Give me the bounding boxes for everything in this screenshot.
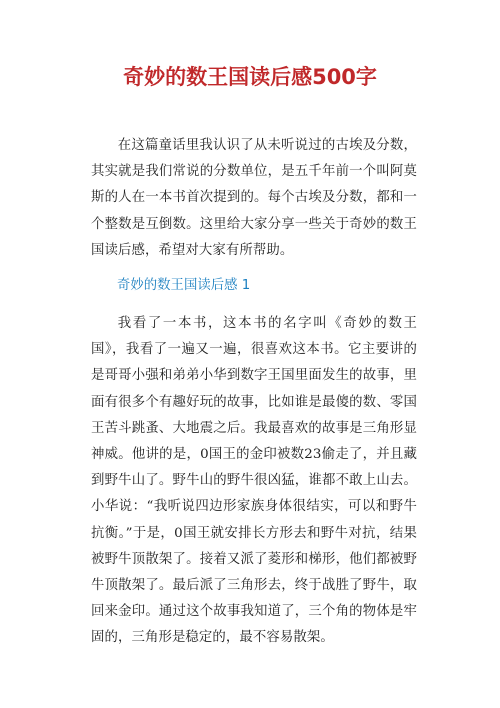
section-body-paragraph: 我看了一本书，这本书的名字叫《奇妙的数王国》，我看了一遍又一遍，很喜欢这本书。它主要讲的是哥哥小强和弟弟小华到数字王国里面发生的故事，里面有很多个有趣好玩的故事，比如谁是最傻的数、零国王苦斗跳蚤、大地震之后。我最喜欢的故事是三角形显神威。他讲的是，0国王的金印被数23偷走了，并且藏到野牛山了。野牛山的野牛很凶猛，谁都不敢上山去。小华说：“我听说四边形家族身体很结实，可以和野牛抗衡。”于是，0国王就安排长方形去和野牛对抗，结果被野牛顶散架了。接着又派了菱形和梯形，他们都被野牛顶散架了。最后派了三角形去，终于战胜了野牛，取回来金印。通过这个故事我知道了，三个角的物体是牢固的，三角形是稳定的，最不容易散架。 xyxy=(91,316,417,646)
document-title: 奇妙的数王国读后感500字 xyxy=(123,65,377,89)
intro-paragraph: 在这篇童话里我认识了从未听说过的古埃及分数，其实就是我们常说的分数单位，是五千年前一个叫阿莫斯的人在一本书首次提到的。每个古埃及分数，都和一个整数是互倒数。这里给大家分享一些关于奇妙的数王国读后感，希望对大家有所帮助。 xyxy=(91,138,417,258)
section-heading: 奇妙的数王国读后感 1 xyxy=(117,278,251,293)
